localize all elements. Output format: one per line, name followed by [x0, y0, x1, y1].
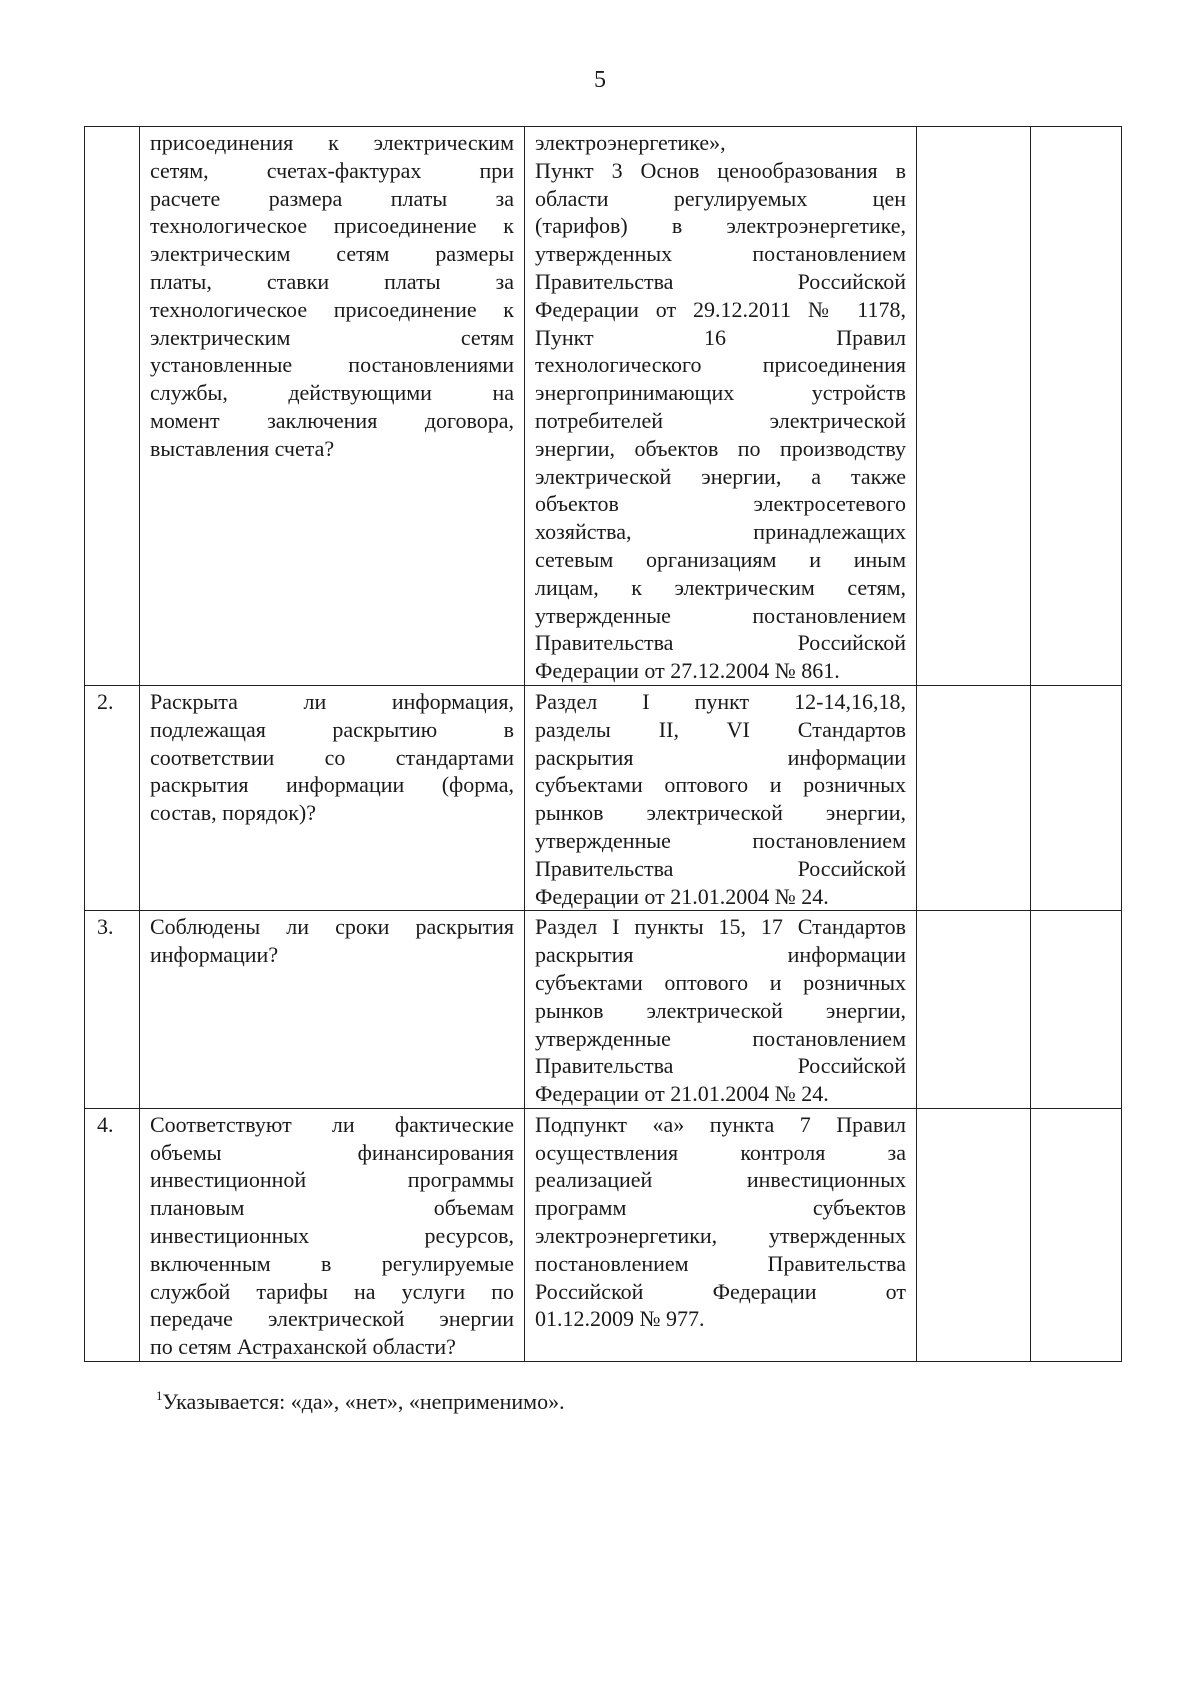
checklist-body	[85, 127, 1122, 1362]
reference-line: утвержденных постановлением	[535, 241, 906, 267]
reference-line: лицам, к электрическим сетям,	[535, 574, 906, 600]
question-line: службы, действующими на	[150, 380, 514, 406]
question-line: включенным в регулируемые	[150, 1250, 514, 1276]
reference-line: Раздел I пункт 12-14,16,18,	[535, 688, 906, 714]
question-cell	[140, 1108, 525, 1361]
item-number	[85, 127, 140, 686]
reference-line: области регулируемых цен	[535, 185, 906, 211]
table-row	[85, 911, 1122, 1109]
reference-line: (тарифов) в электроэнергетике,	[535, 213, 906, 239]
question-cell	[140, 911, 525, 1109]
page-number: 5	[594, 67, 606, 93]
table-row	[85, 685, 1122, 910]
reference-line: электроэнергетике»,	[535, 130, 726, 155]
question-line: электрическим сетям размеры	[150, 241, 514, 267]
item-number: 3.	[85, 911, 140, 1109]
reference-line: потребителей электрической	[535, 407, 906, 433]
reference-line: постановлением Правительства	[535, 1250, 906, 1276]
reference-line: субъектами оптового и розничных	[535, 772, 906, 798]
question-line: технологическое присоединение к	[150, 213, 514, 239]
reference-line: раскрытия информации	[535, 942, 906, 968]
reference-line: энергопринимающих устройств	[535, 380, 906, 406]
question-line: по сетям Астраханской области?	[150, 1334, 456, 1360]
reference-line: утвержденные постановлением	[535, 1025, 906, 1051]
question-line: электрическим сетям	[150, 324, 514, 350]
reference-line: Федерации от 21.01.2004 № 24.	[535, 883, 829, 909]
reference-line: Раздел I пункты 15, 17 Стандартов	[535, 914, 906, 940]
question-line: Соблюдены ли сроки раскрытия	[150, 914, 514, 940]
note-cell[interactable]	[1031, 685, 1122, 910]
question-line: службой тарифы на услуги по	[150, 1278, 514, 1304]
question-line: Соответствуют ли фактические	[150, 1111, 514, 1137]
question-line: раскрытия информации (форма,	[150, 772, 514, 798]
reference-line: 01.12.2009 № 977.	[535, 1306, 705, 1332]
reference-line: утвержденные постановлением	[535, 602, 906, 628]
reference-line: Подпункт «а» пункта 7 Правил	[535, 1111, 906, 1137]
reference-line: рынков электрической энергии,	[535, 997, 906, 1023]
question-line: платы, ставки платы за	[150, 268, 514, 294]
question-line: объемы финансирования	[150, 1139, 514, 1165]
question-line: расчете размера платы за	[150, 185, 514, 211]
reference-line: рынков электрической энергии,	[535, 800, 906, 826]
reference-line: Федерации от 21.01.2004 № 24.	[535, 1081, 829, 1107]
legal-reference-cell	[525, 911, 917, 1109]
reference-line: электроэнергетики, утвержденных	[535, 1223, 906, 1249]
legal-reference-cell	[525, 1108, 917, 1361]
note-cell[interactable]	[1031, 1108, 1122, 1361]
question-line: инвестиционной программы	[150, 1167, 514, 1193]
question-line: момент заключения договора,	[150, 407, 514, 433]
reference-line: сетевым организациям и иным	[535, 546, 906, 572]
reference-line: Федерации от 29.12.2011 № 1178,	[535, 296, 906, 322]
question-line: установленные постановлениями	[150, 352, 514, 378]
reference-line: разделы II, VI Стандартов	[535, 716, 906, 742]
reference-line: Правительства Российской	[535, 855, 906, 881]
question-line: плановым объемам	[150, 1195, 514, 1221]
question-line: информации?	[150, 942, 279, 968]
question-line: технологическое присоединение к	[150, 296, 514, 322]
reference-line: реализацией инвестиционных	[535, 1167, 906, 1193]
reference-line: субъектами оптового и розничных	[535, 969, 906, 995]
question-line: состав, порядок)?	[150, 800, 316, 826]
answer-cell[interactable]	[917, 1108, 1031, 1361]
answer-cell[interactable]	[917, 685, 1031, 910]
question-line: соответствии со стандартами	[150, 744, 514, 770]
reference-line: Федерации от 27.12.2004 № 861.	[535, 658, 840, 684]
reference-line: электрической энергии, а также	[535, 463, 906, 489]
question-cell	[140, 685, 525, 910]
table-row	[85, 127, 1122, 686]
note-cell[interactable]	[1031, 911, 1122, 1109]
reference-line: раскрытия информации	[535, 744, 906, 770]
question-cell	[140, 127, 525, 686]
reference-line: Правительства Российской	[535, 268, 906, 294]
question-line: Раскрыта ли информация,	[150, 688, 514, 714]
reference-line: программ субъектов	[535, 1195, 906, 1221]
reference-line: Правительства Российской	[535, 630, 906, 656]
reference-line: объектов электросетевого	[535, 491, 906, 517]
table-row	[85, 1108, 1122, 1361]
reference-line: Пункт 16 Правил	[535, 324, 906, 350]
question-line: сетям, счетах-фактурах при	[150, 157, 514, 183]
question-line: присоединения к электрическим	[150, 130, 514, 155]
reference-line: энергии, объектов по производству	[535, 435, 906, 461]
question-line: подлежащая раскрытию в	[150, 716, 514, 742]
reference-line: осуществления контроля за	[535, 1139, 906, 1165]
answer-cell[interactable]	[917, 911, 1031, 1109]
legal-reference-cell	[525, 127, 917, 686]
question-line: передаче электрической энергии	[150, 1306, 514, 1332]
answer-cell[interactable]	[917, 127, 1031, 686]
reference-line: утвержденные постановлением	[535, 827, 906, 853]
question-line: инвестиционных ресурсов,	[150, 1223, 514, 1249]
item-number: 2.	[85, 685, 140, 910]
reference-line: Российской Федерации от	[535, 1278, 906, 1304]
reference-line: хозяйства, принадлежащих	[535, 519, 906, 545]
reference-line: Правительства Российской	[535, 1053, 906, 1079]
legal-reference-cell	[525, 685, 917, 910]
footnote	[156, 1382, 565, 1416]
question-line: выставления счета?	[150, 435, 335, 461]
footnote-text: Указывается: «да», «нет», «неприменимо».	[162, 1389, 565, 1414]
item-number: 4.	[85, 1108, 140, 1361]
reference-line: Пункт 3 Основ ценообразования в	[535, 157, 906, 183]
note-cell[interactable]	[1031, 127, 1122, 686]
footnote-marker: 1	[156, 1388, 163, 1403]
reference-line: технологического присоединения	[535, 352, 906, 378]
checklist-table	[84, 126, 1122, 1362]
